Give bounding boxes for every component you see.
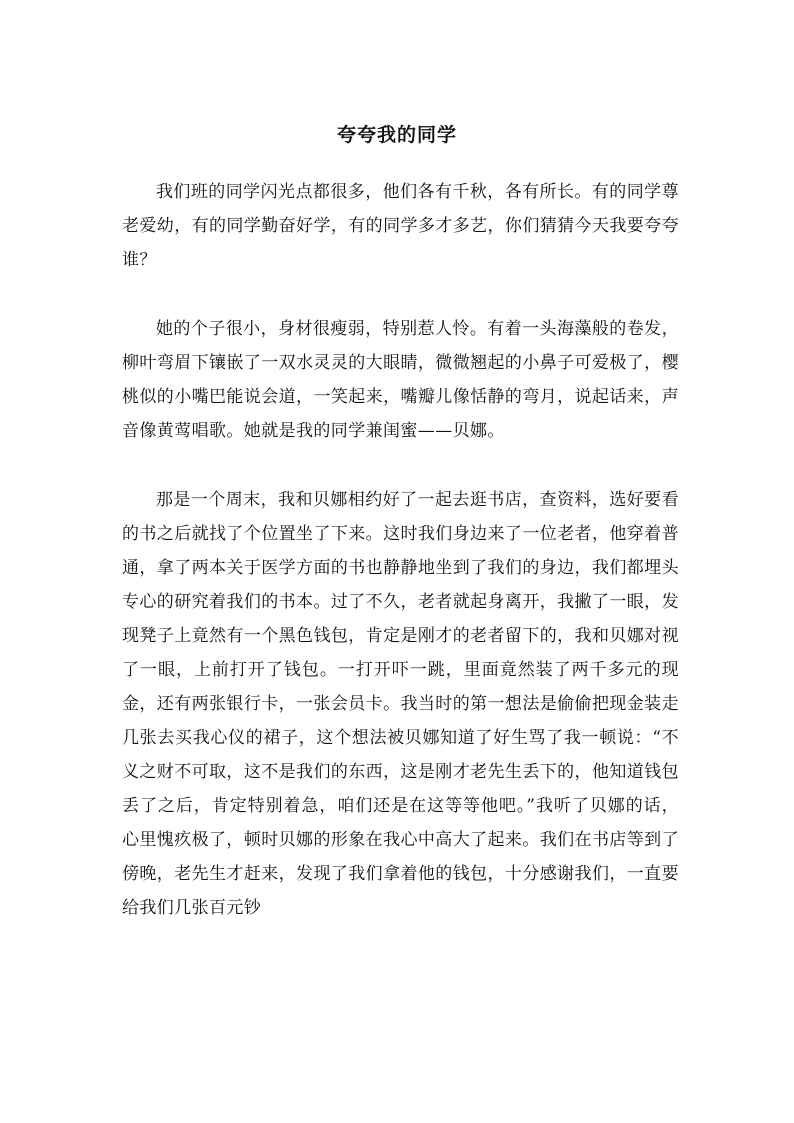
paragraph-intro: 我们班的同学闪光点都很多，他们各有千秋，各有所长。有的同学尊老爱幼，有的同学勤奋好学，有的同学多才多艺，你们猜猜今天我要夸夸谁？ [122,182,679,270]
paragraph-story: 那是一个周末，我和贝娜相约好了一起去逛书店，查资料，选好要看的书之后就找了个位置坐了下来。这时我们身边来了一位老者，他穿着普通，拿了两本关于医学方面的书也静静地坐到了我们的身边，我们都埋头专心的研究着我们的书本。过了不久，老者就起身离开，我撇了一眼，发现凳子上竟然有一个黑色钱包，肯定是刚才的老者留下的，我和贝娜对视了一眼，上前打开了钱包。一打开吓一跳，里面竟然装了两千多元的现金，还有两张银行卡，一张会员卡。我当时的第一想法是偷偷把现金装走几张去买我心仪的裙子，这个想法被贝娜知道了好生骂了我一顿说：“不义之财不可取，这不是我们的东西，这是刚才老先生丢下的，他知道钱包丢了之后，肯定特别着急，咱们还是在这等等他吧。”我听了贝娜的话，心里愧疚极了，顿时贝娜的形象在我心中高大了起来。我们在书店等到了傍晚，老先生才赶来，发现了我们拿着他的钱包，十分感谢我们，一直要给我们几张百元钞 [122,490,679,918]
paragraph-description: 她的个子很小，身材很瘦弱，特别惹人怜。有着一头海藻般的卷发，柳叶弯眉下镶嵌了一双水灵灵的大眼睛，微微翘起的小鼻子可爱极了，樱桃似的小嘴巴能说会道，一笑起来，嘴瓣儿像恬静的弯月，说起话来，声音像黄莺唱歌。她就是我的同学兼闺蜜——贝娜。 [122,319,679,441]
document-title: 夸夸我的同学 [336,124,457,146]
